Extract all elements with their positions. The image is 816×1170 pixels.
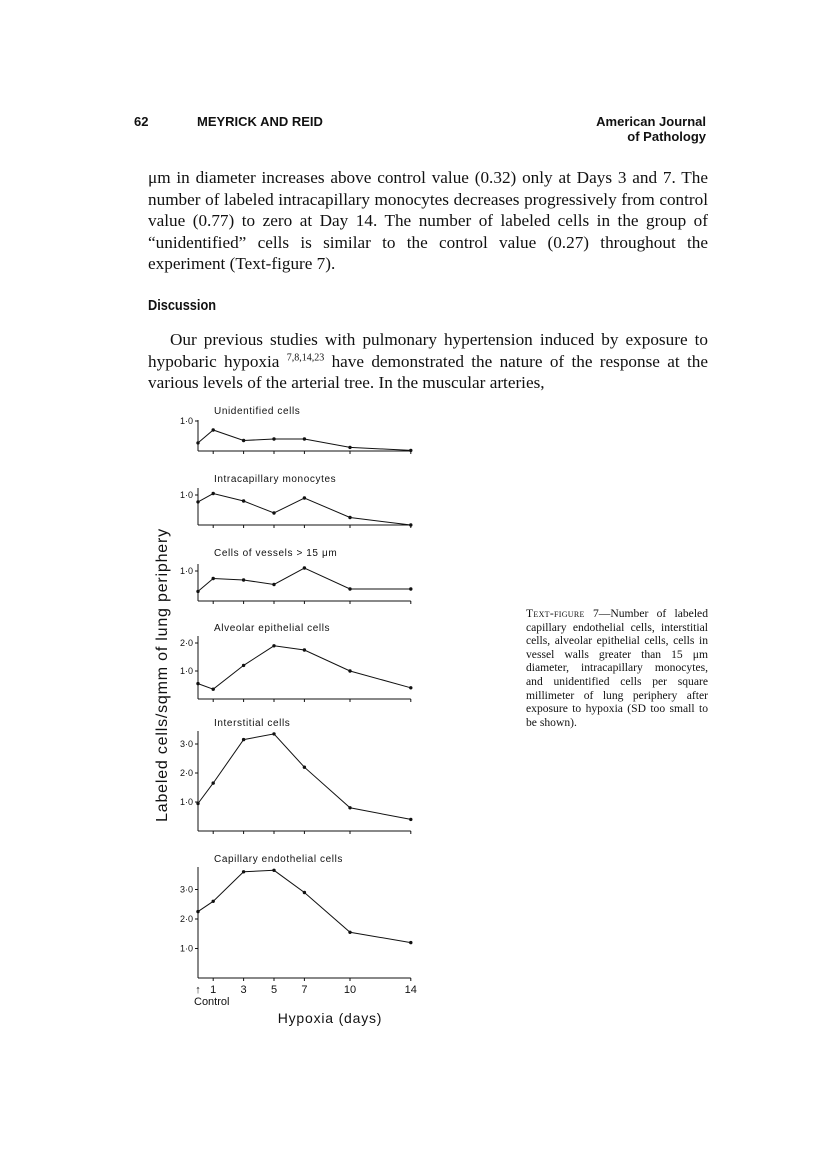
y-tick-label-capillary-1: 2·0 [179, 914, 193, 924]
data-point-alveolar-5 [272, 644, 275, 647]
data-point-interstitial-14 [409, 818, 412, 821]
data-point-vessels-14 [409, 587, 412, 590]
data-point-capillary-14 [409, 941, 412, 944]
y-tick-label-interstitial-1: 2·0 [179, 768, 193, 778]
data-point-alveolar-14 [409, 686, 412, 689]
data-point-unidentified-0 [196, 441, 199, 444]
series-line-alveolar [198, 646, 411, 689]
data-point-alveolar-7 [303, 648, 306, 651]
control-label: Control [194, 996, 230, 1008]
data-point-capillary-0 [196, 910, 199, 913]
data-point-interstitial-7 [303, 766, 306, 769]
data-point-interstitial-0 [196, 802, 199, 805]
data-point-monocytes-1 [212, 492, 215, 495]
data-point-vessels-1 [212, 577, 215, 580]
y-tick-label-alveolar-0: 2·0 [179, 638, 193, 648]
control-marker: ↑ [195, 984, 201, 996]
series-line-interstitial [198, 734, 411, 820]
y-tick-label-interstitial-0: 3·0 [179, 739, 193, 749]
x-tick-label-10: 10 [343, 984, 357, 996]
discussion-text-start: Our previous studies with pulmonary hypertension induced by exposure to hypobaric hypoxia [148, 330, 708, 371]
data-point-interstitial-1 [212, 781, 215, 784]
y-tick-label-monocytes-0: 1·0 [179, 490, 193, 500]
data-point-monocytes-3 [242, 499, 245, 502]
data-point-capillary-7 [303, 891, 306, 894]
x-tick-label-1: 1 [210, 984, 217, 996]
data-point-capillary-3 [242, 870, 245, 873]
data-point-interstitial-10 [348, 806, 351, 809]
page-number: 62 [134, 114, 149, 129]
section-heading: Discussion [148, 297, 217, 314]
data-point-monocytes-10 [348, 516, 351, 519]
y-tick-label-alveolar-1: 1·0 [179, 666, 193, 676]
data-point-monocytes-7 [303, 496, 306, 499]
y-tick-label-capillary-0: 3·0 [179, 884, 193, 895]
data-point-alveolar-1 [212, 688, 215, 691]
data-point-unidentified-5 [272, 437, 275, 440]
x-tick-label-3: 3 [240, 984, 247, 996]
data-point-monocytes-14 [409, 523, 412, 526]
y-tick-label-vessels-0: 1·0 [179, 566, 193, 576]
data-point-vessels-7 [303, 566, 306, 569]
discussion-text-end: have demonstrated the nature of the response at the various levels of the arterial tree. In the muscular arteries, [148, 351, 708, 392]
panel-title-vessels: Cells of vessels > 15 μm [214, 548, 338, 559]
data-point-alveolar-0 [196, 682, 199, 685]
y-tick-label-interstitial-2: 1·0 [179, 797, 193, 807]
running-head-authors: MEYRICK AND REID [197, 114, 323, 129]
x-tick-label-5: 5 [270, 984, 278, 996]
caption-text: 7—Number of labeled capillary endothelial cells, interstitial cells, alveolar epithelial cells, cells in vessel walls greater than 15 μm diameter, intracapillary monocytes, and unidentified cells per square millimeter of lung periphery after exposure to hypoxia (SD too small to be shown). [526, 607, 708, 729]
data-point-alveolar-10 [348, 669, 351, 672]
panel-title-interstitial: Interstitial cells [214, 718, 291, 729]
series-line-vessels [198, 568, 411, 591]
data-point-vessels-10 [348, 587, 351, 590]
data-point-capillary-1 [212, 900, 215, 903]
panel-title-capillary: Capillary endothelial cells [214, 854, 344, 865]
reference-citations: 7,8,14,23 [286, 351, 325, 363]
data-point-unidentified-7 [303, 437, 306, 440]
data-point-interstitial-5 [272, 732, 275, 735]
y-tick-label-unidentified-0: 1·0 [179, 416, 193, 426]
data-point-monocytes-5 [272, 511, 275, 514]
figure-caption [526, 607, 708, 729]
x-tick-label-7: 7 [301, 984, 308, 996]
y-axis-label: Labeled cells/sqmm of lung periphery [154, 528, 171, 822]
intro-paragraph: μm in diameter increases above control value (0.32) only at Days 3 and 7. The number of labeled intracapillary monocytes decreases progressively from control value (0.77) to zero at Day 14. The number of labeled cells in the group of “unidentified” cells is similar to the control value (0.27) throughout the experiment (Text-figure 7). [148, 168, 708, 273]
data-point-capillary-10 [348, 931, 351, 934]
x-axis-label: Hypoxia (days) [277, 1010, 383, 1026]
series-line-capillary [198, 870, 411, 942]
journal-name-line1: American Journal [596, 114, 706, 129]
data-point-vessels-5 [272, 583, 275, 586]
x-tick-label-14: 14 [404, 984, 417, 996]
panel-title-monocytes: Intracapillary monocytes [214, 474, 337, 485]
data-point-unidentified-3 [242, 439, 245, 442]
data-point-capillary-5 [272, 869, 275, 872]
data-point-vessels-0 [196, 590, 199, 593]
data-point-monocytes-0 [196, 500, 199, 503]
journal-name-line2: of Pathology [627, 129, 706, 144]
data-point-unidentified-1 [212, 428, 215, 431]
data-point-interstitial-3 [242, 738, 245, 741]
panel-title-alveolar: Alveolar epithelial cells [214, 623, 331, 634]
data-point-unidentified-10 [348, 446, 351, 449]
data-point-alveolar-3 [242, 664, 245, 667]
data-point-vessels-3 [242, 578, 245, 581]
data-point-unidentified-14 [409, 449, 412, 452]
y-tick-label-capillary-2: 1·0 [179, 943, 193, 954]
caption-label: Text-figure [526, 607, 585, 620]
panel-title-unidentified: Unidentified cells [214, 406, 301, 417]
